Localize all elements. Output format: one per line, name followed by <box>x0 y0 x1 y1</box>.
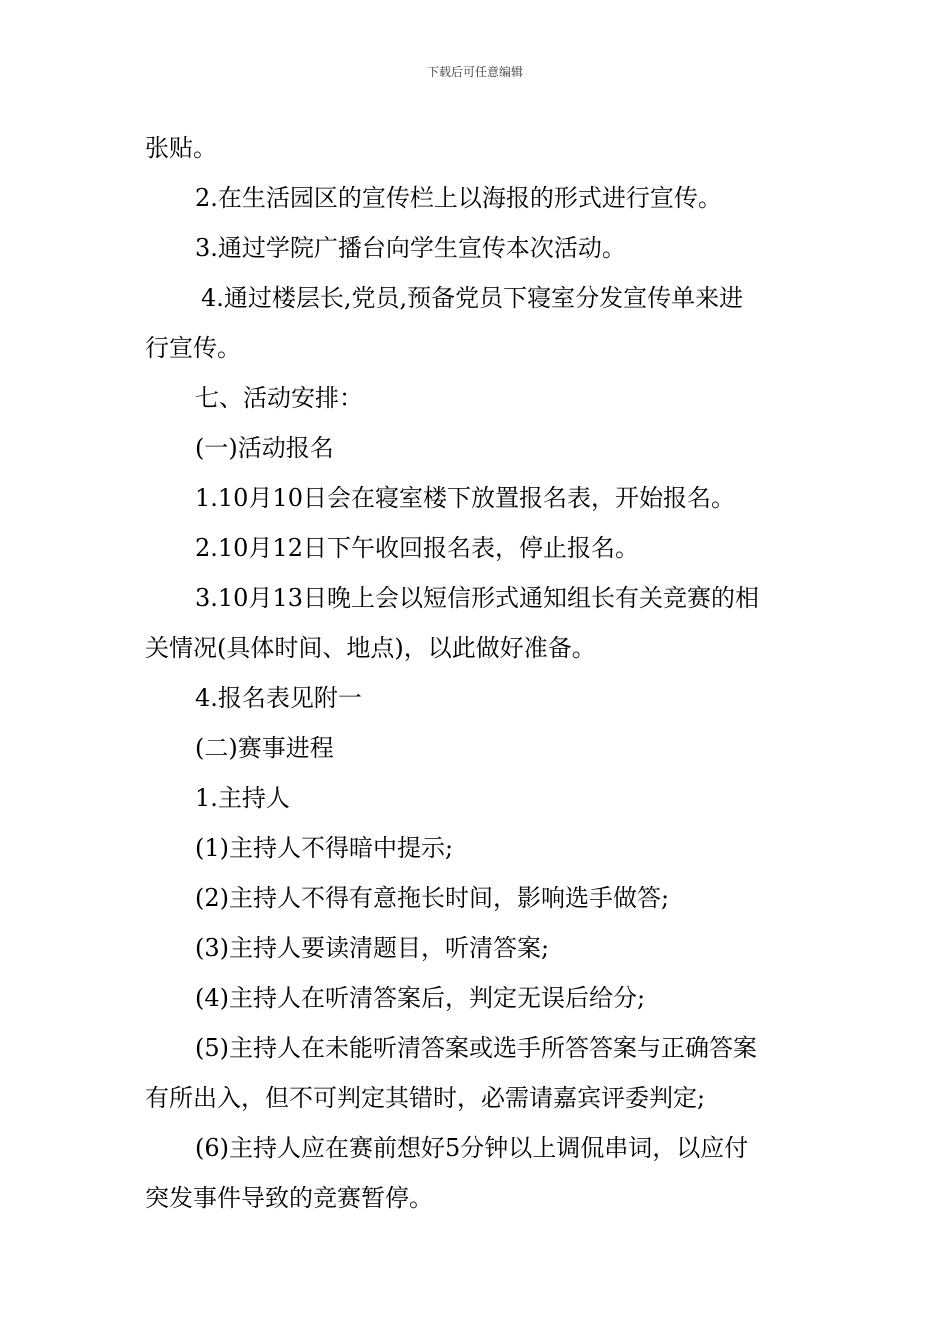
body-line: 张贴。 <box>145 134 217 162</box>
body-line: (6)主持人应在赛前想好5分钟以上调侃串词，以应付 <box>195 1134 749 1162</box>
body-line: (2)主持人不得有意拖长时间，影响选手做答; <box>195 884 670 912</box>
body-line: 行宣传。 <box>145 334 241 362</box>
document-body <box>145 123 807 1223</box>
body-line: (4)主持人在听清答案后，判定无误后给分; <box>195 984 646 1012</box>
body-line: 2.在生活园区的宣传栏上以海报的形式进行宣传。 <box>195 184 722 212</box>
page-header: 下载后可任意编辑 <box>426 65 523 79</box>
body-line: 1.10月10日会在寝室楼下放置报名表，开始报名。 <box>195 484 735 512</box>
body-line: (5)主持人在未能听清答案或选手所答答案与正确答案 <box>195 1034 757 1062</box>
body-line: (3)主持人要读清题目，听清答案; <box>195 934 550 962</box>
body-line: 3.通过学院广播台向学生宣传本次活动。 <box>195 234 626 262</box>
body-line: 突发事件导致的竞赛暂停。 <box>145 1184 433 1212</box>
body-line: 4.报名表见附一 <box>195 684 362 712</box>
subsection-heading: (二)赛事进程 <box>195 734 334 762</box>
body-line: 2.10月12日下午收回报名表，停止报名。 <box>195 534 639 562</box>
body-line: 1.主持人 <box>195 784 290 812</box>
subsection-heading: (一)活动报名 <box>195 434 334 462</box>
body-line: 关情况(具体时间、地点)，以此做好准备。 <box>145 634 596 662</box>
body-line: 4.通过楼层长,党员,预备党员下寝室分发宣传单来进 <box>201 284 744 312</box>
body-line: 3.10月13日晚上会以短信形式通知组长有关竞赛的相 <box>195 584 759 612</box>
body-line: 有所出入，但不可判定其错时，必需请嘉宾评委判定; <box>145 1084 706 1112</box>
body-line: (1)主持人不得暗中提示; <box>195 834 454 862</box>
section-heading: 七、活动安排： <box>195 384 363 412</box>
